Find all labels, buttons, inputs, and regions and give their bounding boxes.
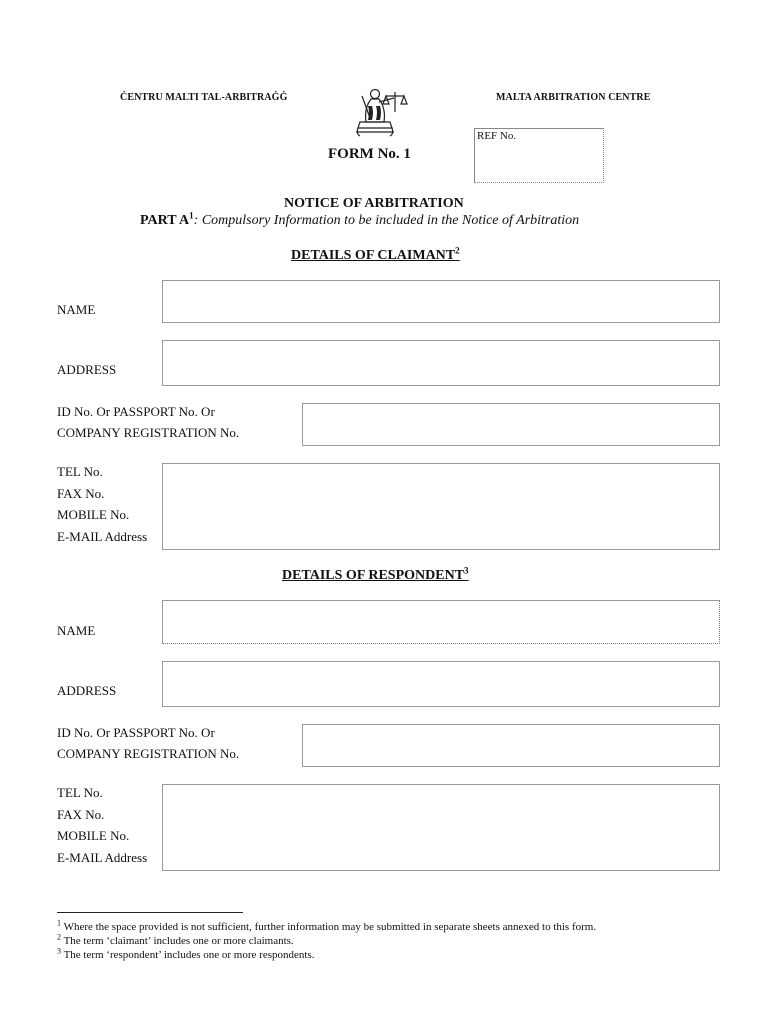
footnote-3-text: The term ‘respondent’ includes one or more respondents. [63, 949, 315, 961]
respondent-id-field[interactable] [302, 724, 720, 767]
footnote-2-text: The term ‘claimant’ includes one or more claimants. [63, 935, 294, 947]
part-a-line [140, 210, 580, 229]
respondent-mobile-label: MOBILE No. [57, 828, 130, 843]
claimant-contact-field[interactable] [162, 463, 720, 550]
claimant-footnote-ref: 2 [455, 245, 460, 256]
footnote-3 [57, 948, 314, 962]
footnote-2 [57, 934, 294, 948]
claimant-address-field[interactable] [162, 340, 720, 386]
footnote-1-number: 1 [57, 918, 61, 928]
ref-label: REF No. [477, 130, 517, 142]
left-org-name: ĊENTRU MALTI TAL-ARBITRAĠĠ [120, 92, 288, 103]
footnote-1-text: Where the space provided is not sufficient, further information may be submitted in separate sheets annexed to this form. [63, 921, 597, 933]
claimant-heading-text: DETAILS OF CLAIMANT [291, 248, 456, 263]
footnote-3-number: 3 [57, 946, 61, 956]
justice-emblem-icon [350, 82, 412, 140]
respondent-name-label: NAME [57, 623, 96, 638]
right-org-name: MALTA ARBITRATION CENTRE [496, 92, 651, 103]
claimant-heading [291, 245, 460, 264]
respondent-id-label-line2: COMPANY REGISTRATION No. [57, 746, 240, 761]
respondent-email-label: E-MAIL Address [57, 850, 148, 865]
respondent-name-field[interactable] [162, 600, 720, 644]
respondent-tel-label: TEL No. [57, 785, 103, 800]
claimant-name-field[interactable] [162, 280, 720, 323]
respondent-heading-text: DETAILS OF RESPONDENT [282, 568, 465, 583]
claimant-email-label: E-MAIL Address [57, 529, 148, 544]
claimant-id-label-line2: COMPANY REGISTRATION No. [57, 425, 240, 440]
part-description: : Compulsory Information to be included in the Notice of Arbitration [193, 213, 580, 228]
part-label: PART A [140, 213, 190, 228]
respondent-fax-label: FAX No. [57, 807, 105, 822]
claimant-id-label-line1: ID No. Or PASSPORT No. Or [57, 404, 215, 419]
respondent-id-label-line1: ID No. Or PASSPORT No. Or [57, 725, 215, 740]
footnote-divider [57, 912, 243, 913]
footnote-1 [57, 920, 596, 934]
respondent-contact-field[interactable] [162, 784, 720, 871]
respondent-address-label: ADDRESS [57, 683, 117, 698]
claimant-id-field[interactable] [302, 403, 720, 446]
claimant-address-label: ADDRESS [57, 362, 117, 377]
notice-title: NOTICE OF ARBITRATION [284, 196, 464, 211]
form-number: FORM No. 1 [328, 146, 411, 162]
claimant-fax-label: FAX No. [57, 486, 105, 501]
claimant-tel-label: TEL No. [57, 464, 103, 479]
footnote-2-number: 2 [57, 932, 61, 942]
claimant-mobile-label: MOBILE No. [57, 507, 130, 522]
part-footnote-ref: 1 [189, 210, 194, 221]
claimant-name-label: NAME [57, 302, 96, 317]
respondent-footnote-ref: 3 [464, 565, 469, 576]
respondent-heading [282, 565, 469, 584]
ref-number-box[interactable] [474, 128, 604, 183]
respondent-address-field[interactable] [162, 661, 720, 707]
